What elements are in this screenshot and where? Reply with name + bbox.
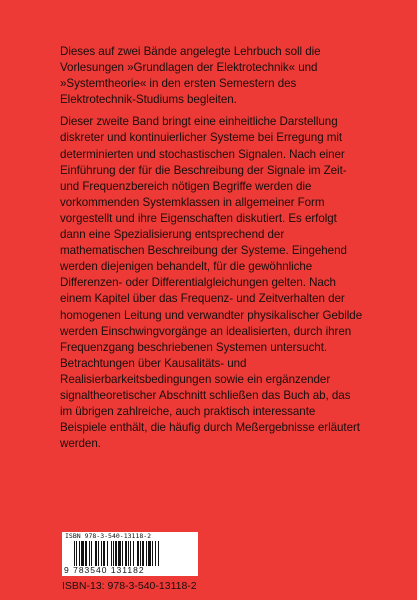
barcode-bar bbox=[130, 541, 131, 566]
barcode-bar bbox=[91, 541, 92, 566]
barcode-bar bbox=[140, 541, 141, 566]
barcode-bar bbox=[103, 541, 105, 566]
barcode-bar bbox=[152, 541, 153, 566]
barcode-bar bbox=[128, 541, 129, 566]
barcode-bar bbox=[158, 541, 159, 566]
barcode-bar bbox=[85, 541, 87, 566]
isbn-13-line: ISBN-13: 978-3-540-13118-2 bbox=[62, 580, 197, 592]
barcode-bar bbox=[146, 541, 147, 566]
barcode-bar bbox=[107, 541, 108, 566]
barcode-bars bbox=[74, 541, 190, 566]
barcode-bar bbox=[101, 541, 102, 566]
barcode-bar bbox=[81, 541, 84, 566]
intro-paragraph: Dieses auf zwei Bände angelegte Lehrbuch soll die Vorlesungen »Grundlagen der Elektrotechnik« und »Systemtheorie« in den ersten Semestern des Elektrotechnik-Studiums begleiten. bbox=[60, 45, 321, 107]
barcode-bar bbox=[125, 541, 127, 566]
barcode-bar bbox=[111, 541, 112, 566]
barcode-bar bbox=[148, 541, 151, 566]
barcode-digits: 9 783540 131182 bbox=[64, 565, 145, 575]
barcode-bar bbox=[98, 541, 99, 566]
barcode-bar bbox=[118, 541, 121, 566]
back-cover-description bbox=[60, 44, 364, 458]
content-paragraph: Dieser zweite Band bringt eine einheitliche Darstellung diskreter und kontinuierlicher Systeme bei Erregung mit determinierten und stochastischen Signalen. Nach einer Einführung der für die Beschreibung der Signale im Zeit- und Frequenzbereich nötigen Begriffe werden die vorkommenden Systemklassen in allgemeiner Form vorgestellt und ihre Eigenschaften diskutiert. Es erfolgt dann eine Spezialisierung entsprechend der mathematischen Beschreibung der Systeme. Eingehend werden diejenigen behandelt, für die gewöhnliche Differenzen- oder Differentialgleichungen gelten. Nach einem Kapitel über das Frequenz- und Zeitverhalten der homogenen Leitung und verwandter physikalischer Gebilde werden Einschwingvorgänge an idealisierten, durch ihren Frequenzgang beschriebenen Systemen untersucht. Betrachtungen über Kausalitäts- und Realisierbarkeitsbedingungen sowie ein ergänzender signaltheoretischer Abschnitt schließen das Buch ab, das im übrigen zahlreiche, auch praktisch interessante Beispiele enthält, die häufig durch Meßergebnisse erläutert werden. bbox=[60, 115, 363, 451]
barcode-bar bbox=[89, 541, 90, 566]
barcode-bar bbox=[113, 541, 114, 566]
barcode-bar bbox=[76, 541, 77, 566]
barcode-bar bbox=[122, 541, 123, 566]
barcode-bar bbox=[79, 541, 80, 566]
barcode-isbn-label: ISBN 978-3-540-13118-2 bbox=[65, 532, 152, 540]
barcode-bar bbox=[137, 541, 139, 566]
barcode-bar bbox=[115, 541, 117, 566]
barcode-bar bbox=[155, 541, 156, 566]
barcode-bar bbox=[142, 541, 144, 566]
barcode-bar bbox=[133, 541, 134, 566]
barcode-bar bbox=[74, 541, 75, 566]
barcode-bar bbox=[95, 541, 97, 566]
barcode bbox=[62, 532, 198, 576]
